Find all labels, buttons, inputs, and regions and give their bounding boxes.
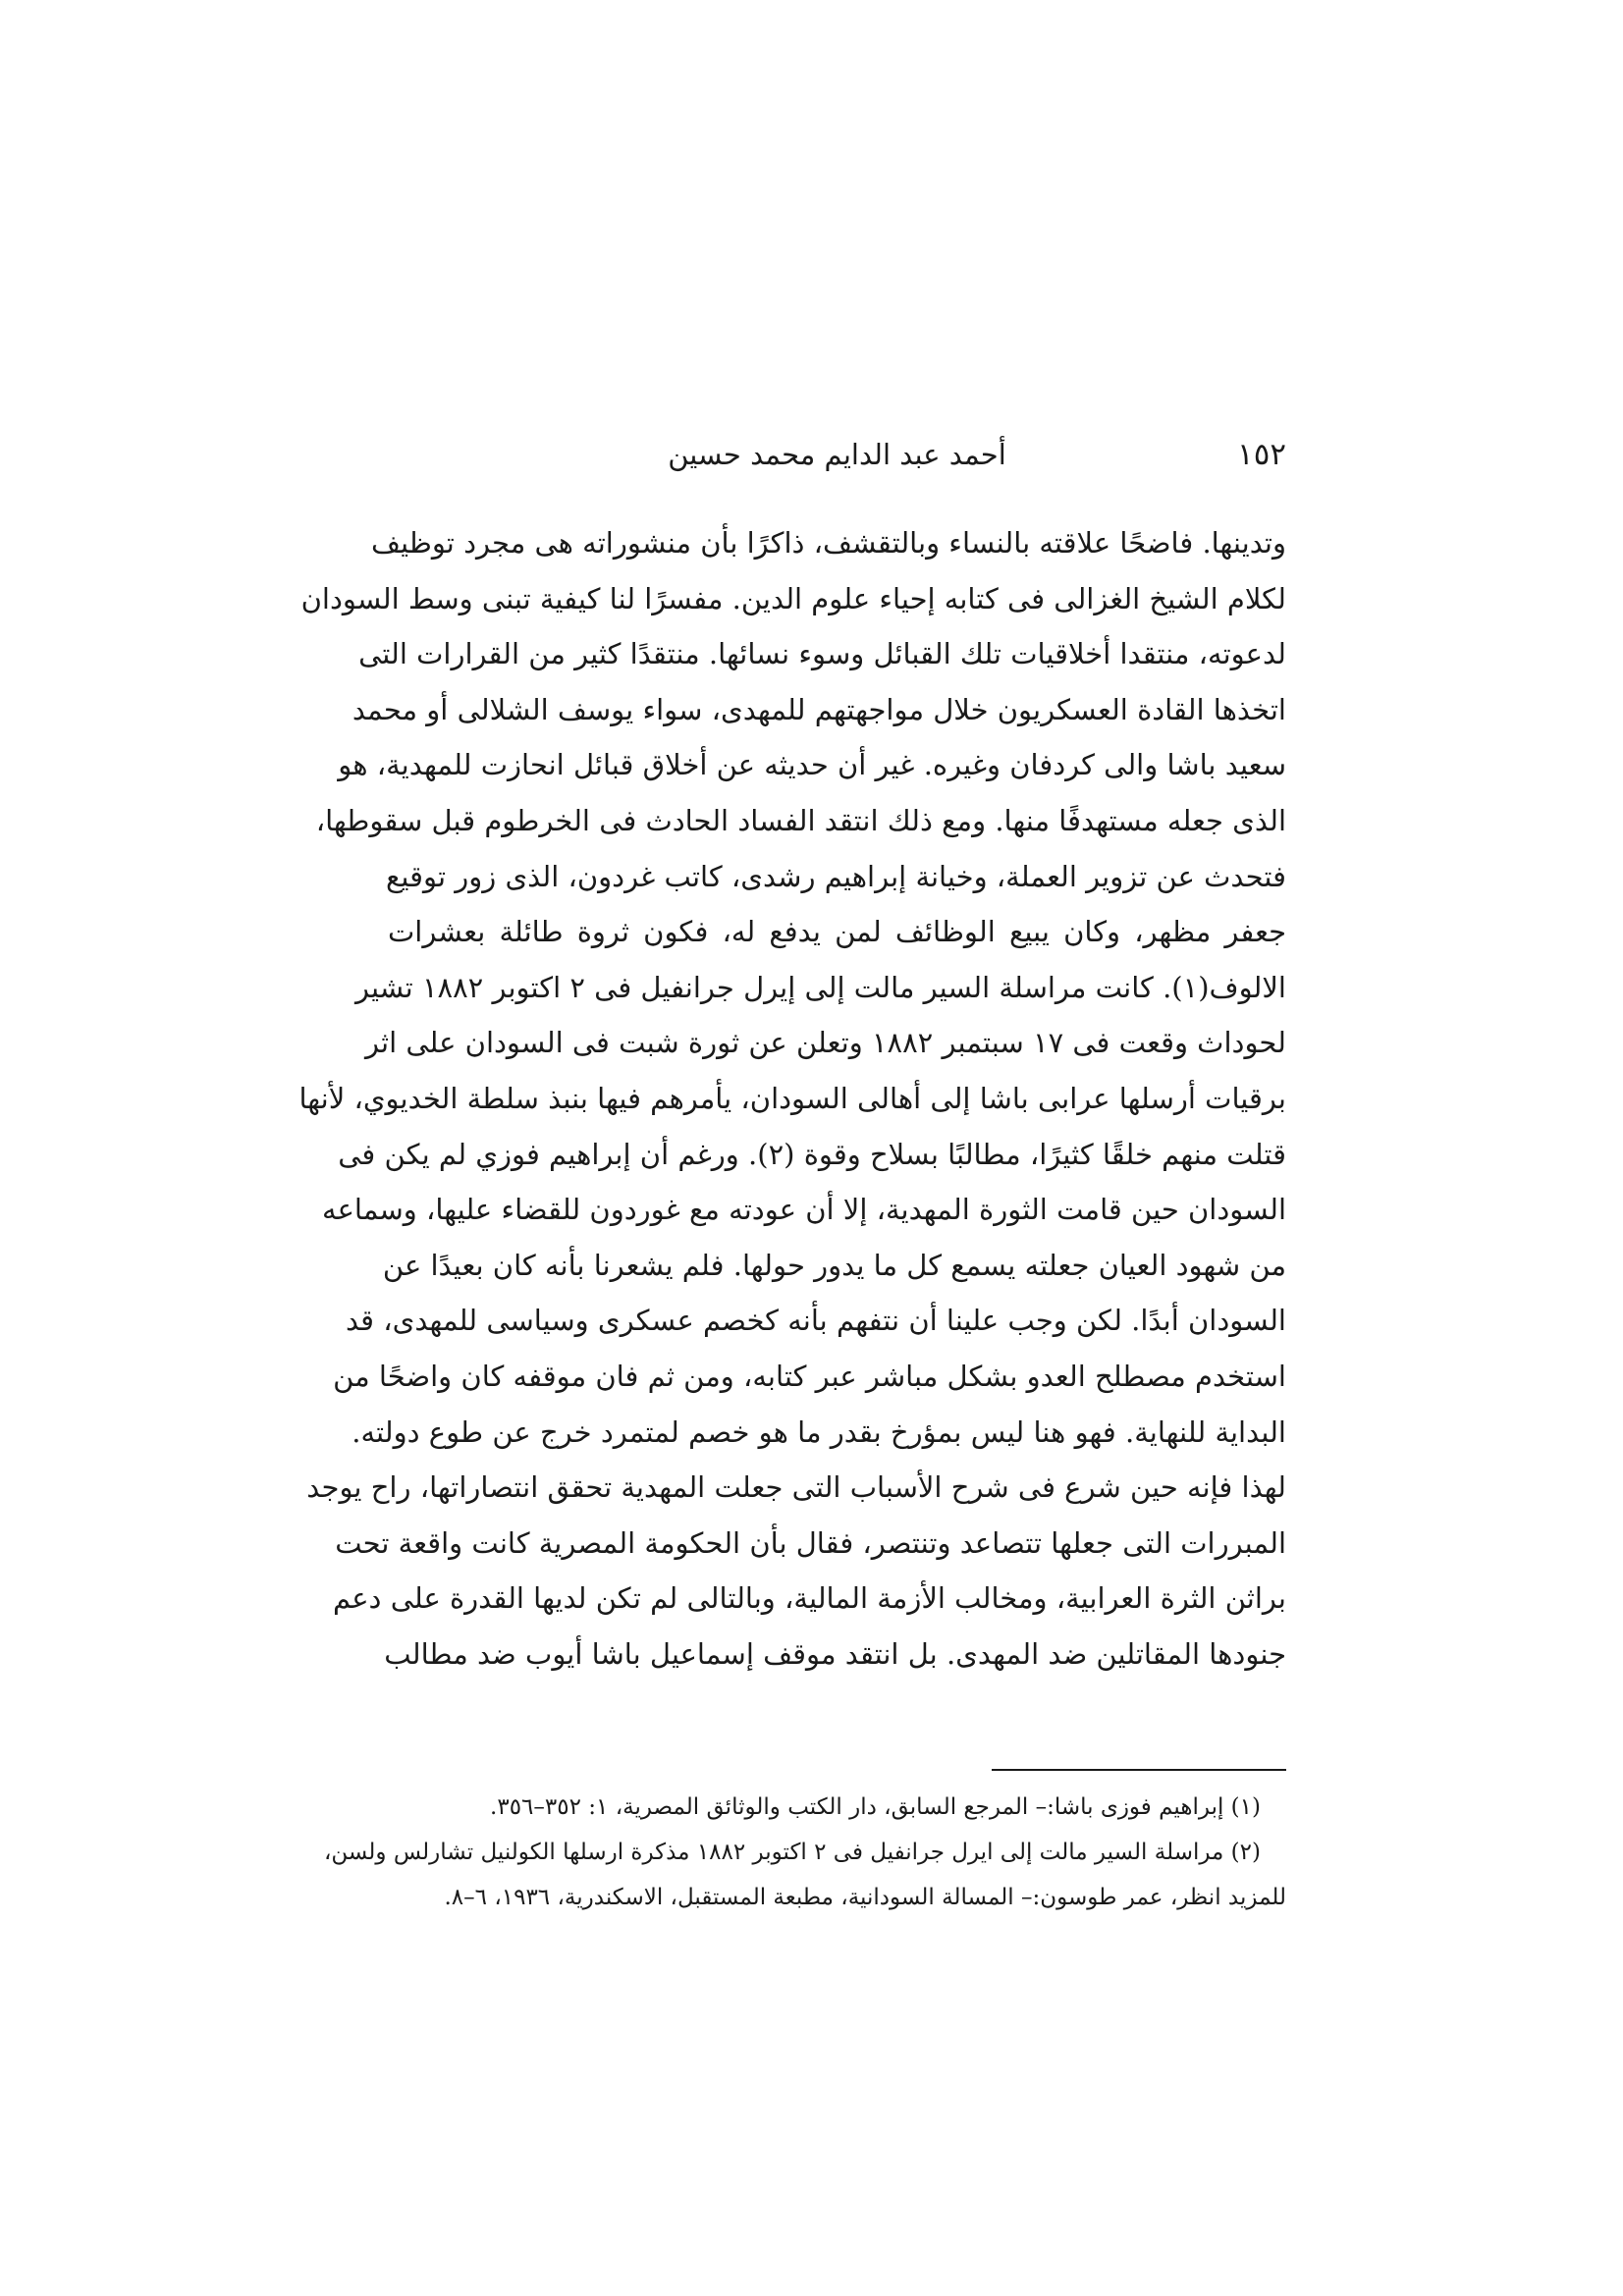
footnote-separator — [992, 1769, 1286, 1771]
body-text — [298, 515, 1286, 1682]
body-line: السودان أبدًا. لكن وجب علينا أن نتفهم بأنه كخصم عسكرى وسياسى للمهدى، قد — [345, 1304, 1286, 1338]
page-number: ١٥٢ — [1237, 437, 1286, 472]
running-title: أحمد عبد الدايم محمد حسين — [668, 438, 1006, 471]
body-line: الالوف(١). كانت مراسلة السير مالت إلى إيرل جرانفيل فى ٢ اكتوبر ١٨٨٢ تشير — [355, 970, 1286, 1004]
body-line: فتحدث عن تزوير العملة، وخيانة إبراهيم رشدى، كاتب غردون، الذى زور توقيع — [385, 859, 1286, 893]
body-line: لدعوته، منتقدا أخلاقيات تلك القبائل وسوء نسائها. منتقدًا كثير من القرارات التى — [358, 637, 1286, 671]
footnote-2-continuation: للمزيد انظر، عمر طوسون:– المسالة السودانية، مطبعة المستقبل، الاسكندرية، ١٩٣٦، ٦–٨. — [444, 1885, 1286, 1910]
body-line: جنودها المقاتلين ضد المهدى. بل انتقد موقف إسماعيل باشا أيوب ضد مطالب — [384, 1636, 1286, 1671]
footnote-1: (١) إبراهيم فوزى باشا:– المرجع السابق، دار الكتب والوثائق المصرية، ١: ٣٥٢–٣٥٦. — [490, 1794, 1261, 1820]
body-line: الذى جعله مستهدفًا منها. ومع ذلك انتقد الفساد الحادث فى الخرطوم قبل سقوطها، — [315, 803, 1286, 837]
body-line: لحوداث وقعت فى ١٧ سبتمبر ١٨٨٢ وتعلن عن ثورة شبت فى السودان على اثر — [365, 1026, 1286, 1060]
body-line: لكلام الشيخ الغزالى فى كتابه إحياء علوم الدين. مفسرًا لنا كيفية تبنى وسط السودان — [300, 581, 1286, 615]
body-line: براثن الثرة العرابية، ومخالب الأزمة المالية، وبالتالى لم تكن لديها القدرة على دعم — [332, 1581, 1286, 1616]
body-line: السودان حين قامت الثورة المهدية، إلا أن عودته مع غوردون للقضاء عليها، وسماعه — [322, 1193, 1286, 1227]
footnote-2: (٢) مراسلة السير مالت إلى ايرل جرانفيل فى ٢ اكتوبر ١٨٨٢ مذكرة ارسلها الكولنيل تشارلس ولسن، — [323, 1840, 1261, 1865]
body-line: من شهود العيان جعلته يسمع كل ما يدور حولها. فلم يشعرنا بأنه كان بعيدًا عن — [382, 1248, 1286, 1282]
body-line: المبررات التى جعلها تتصاعد وتنتصر، فقال بأن الحكومة المصرية كانت واقعة تحت — [335, 1525, 1286, 1560]
body-line: اتخذها القادة العسكريون خلال مواجهتهم للمهدى، سواء يوسف الشلالى أو محمد — [352, 692, 1286, 726]
body-line: وتدينها. فاضحًا علاقته بالنساء وبالتقشف، ذاكرًا بأن منشوراته هى مجرد توظيف — [370, 526, 1286, 560]
footnotes — [323, 1785, 1286, 1920]
body-line: قتلت منهم خلقًا كثيرًا، مطالبًا بسلاح وقوة (٢). ورغم أن إبراهيم فوزي لم يكن فى — [338, 1137, 1286, 1171]
page-header — [388, 430, 1286, 479]
body-line: جعفر مظهر، وكان يبيع الوظائف لمن يدفع له، فكون ثروة طائلة بعشرات — [388, 915, 1286, 949]
body-line: برقيات أرسلها عرابى باشا إلى أهالى السودان، يأمرهم فيها بنبذ سلطة الخديوي، لأنها — [298, 1081, 1286, 1115]
body-line: لهذا فإنه حين شرع فى شرح الأسباب التى جعلت المهدية تحقق انتصاراتها، راح يوجد — [306, 1470, 1286, 1505]
body-line: سعيد باشا والى كردفان وغيره. غير أن حديثه عن أخلاق قبائل انحازت للمهدية، هو — [338, 748, 1286, 782]
body-line: استخدم مصطلح العدو بشكل مباشر عبر كتابه، ومن ثم فان موقفه كان واضحًا من — [333, 1359, 1286, 1393]
body-line: البداية للنهاية. فهو هنا ليس بمؤرخ بقدر ما هو خصم لمتمرد خرج عن طوع دولته. — [352, 1415, 1286, 1449]
